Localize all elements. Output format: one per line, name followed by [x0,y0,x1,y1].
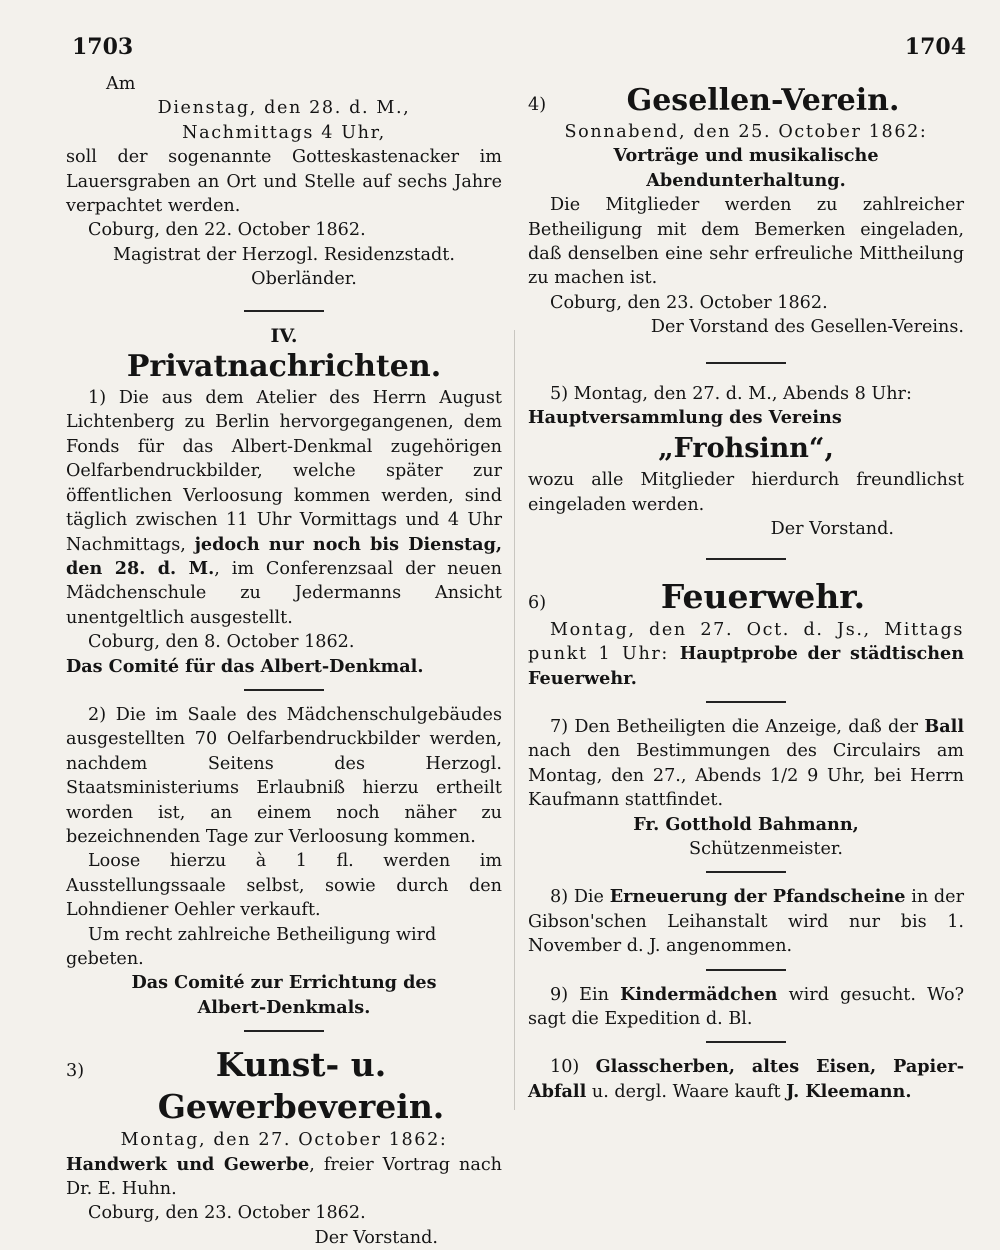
ball-body [528,715,964,813]
nanny-text-b: wird gesucht. Wo? sagt die Expedition d. Bl. [528,984,965,1029]
scrap-text-b: u. dergl. Waare kauft [586,1081,787,1102]
pawn-emph: Erneuerung der Pfandscheine [609,886,906,908]
nanny-emph: Kindermädchen [620,983,778,1005]
art-society-date: Montag, den 27. October 1862: [120,1130,448,1151]
fire-brigade-title: Feuerwehr. [660,576,866,616]
frohsinn-date: 5) Montag, den 27. d. M., Abends 8 Uhr: [550,383,912,404]
notice-rule [706,1041,786,1043]
notice-body: soll der sogenannte Gotteskastenacker im Lauersgraben an Ort und Stelle auf sechs Jahre verpachtet werden. [66,147,502,217]
notice-rule [244,689,324,691]
journeymen-body: Die Mitglieder werden zu zahlreicher Betheiligung mit dem Bemerken eingeladen, daß denselben eine sehr erfreuliche Mittheilung zu machen ist. [528,195,964,289]
notice-art-trade-society [66,1044,502,1250]
notice-pawn-tickets [528,885,964,958]
left-column [66,72,502,1250]
page-number-right: 1704 [904,34,966,60]
lottery-signer-1: Das Comité zur Errichtung des [131,972,437,994]
notice-place-date: Coburg, den 22. October 1862. [88,220,366,241]
art-society-signer: Der Vorstand. [314,1227,438,1248]
art-society-title: Kunst- u. Gewerbeverein. [157,1045,445,1127]
journeymen-date: Sonnabend, den 25. October 1862: [564,122,928,142]
notice-rule [244,1030,324,1032]
fire-brigade-heading [528,576,964,618]
frohsinn-headline: Hauptversammlung des Vereins [528,407,842,429]
frohsinn-name: „Frohsinn“, [658,433,834,465]
notice-rule [706,558,786,560]
notice-ball [528,715,964,861]
notice-rule [706,362,786,364]
page-number-left: 1703 [72,34,134,60]
ball-signer-role: Schützenmeister. [689,838,843,859]
journeymen-title: Gesellen-Verein. [626,83,900,118]
ball-text-a: 7) Den Betheiligten die Anzeige, daß der [550,716,925,737]
notice-scrap-buyer [528,1055,964,1104]
journeymen-signer: Der Vorstand des Gesellen-Vereins. [650,317,964,338]
notice-albert-exhibition [66,386,502,679]
right-column [528,72,964,1104]
art-society-place-date: Coburg, den 23. October 1862. [88,1203,366,1224]
exhibition-text-a: 1) Die aus dem Atelier des Herrn August Lichtenberg zu Berlin hervorgegangenen, dem Fonds für das Albert-Denkmal zugehörigen Oelfarbendruckbilder, welche später zur öffentlichen Verloosung kommen werden, sind täglich zwischen 11 Uhr Vormittags und 4 Uhr Nachmittags, [66,388,502,555]
fire-brigade-body [528,618,964,691]
ball-signer: Fr. Gotthold Bahmann, [633,813,859,835]
exhibition-text-b: , im Conferenzsaal der neuen Mädchenschule zu Jedermanns Ansicht unentgeltlich ausgestellt. [66,558,502,628]
lottery-appeal: Um recht zahlreiche Betheiligung wird gebeten. [66,924,437,969]
notice-journeymen-society [528,82,964,340]
journeymen-headline: Vorträge und musikalische Abendunterhaltung. [613,145,879,191]
notice-time: Nachmittags 4 Uhr, [182,122,386,143]
fire-brigade-text: Montag, den 27. Oct. d. Js., Mittags punkt 1 Uhr: [528,619,964,665]
section-rule [244,310,324,312]
notice-signer: Oberländer. [251,269,357,290]
ball-text-b: nach den Bestimmungen des Circulairs am Montag, den 27., Abends 1/2 9 Uhr, bei Herrn Kaufmann stattfindet. [528,741,964,811]
journeymen-number: 4) [528,95,547,115]
notice-date: Dienstag, den 28. d. M., [157,98,411,119]
exhibition-body [66,386,502,630]
notice-fire-brigade [528,576,964,691]
exhibition-signer: Das Comité für das Albert-Denkmal. [66,655,424,677]
notice-opening: Am [106,74,136,94]
lottery-body: 2) Die im Saale des Mädchenschulgebäudes ausgestellten 70 Oelfarbendruckbilder werden, nachdem Seitens des Herzogl. Staatsministeriums Erlaubniß hierzu ertheilt worden ist, an einem noch näher zu bezeichnenden Tage zur Verloosung kommen. [66,704,502,847]
lecture-title: Handwerk und Gewerbe [66,1153,310,1175]
journeymen-place-date: Coburg, den 23. October 1862. [550,292,828,313]
exhibition-deadline: jedoch nur noch bis Dienstag, den 28. d. M. [66,533,502,579]
art-society-lecture [66,1153,502,1202]
ball-word: Ball [924,715,964,737]
art-society-heading [66,1044,502,1128]
scrap-emph: Glasscherben, altes Eisen, Papier-Abfall [528,1056,964,1102]
lease-notice [66,72,502,292]
nanny-text-a: 9) Ein [550,984,621,1005]
pawn-text-b: in der Gibson'schen Leihanstalt wird nur bis 1. November d. J. angenommen. [528,887,964,957]
art-society-number: 3) [66,1061,85,1082]
notice-rule [706,969,786,971]
pawn-text-a: 8) Die [550,887,610,908]
notice-authority: Magistrat der Herzogl. Residenzstadt. [113,244,455,265]
column-divider [514,330,515,1110]
journeymen-heading [528,82,964,120]
notice-rule [706,871,786,873]
notice-nanny-wanted [528,983,964,1032]
lottery-signer-2: Albert-Denkmals. [197,996,371,1018]
exhibition-place-date: Coburg, den 8. October 1862. [88,632,355,653]
notice-lottery [66,703,502,1020]
notice-frohsinn [528,382,964,542]
scrap-text-a: 10) [550,1057,596,1078]
frohsinn-body: wozu alle Mitglieder hierdurch freundlichst eingeladen werden. [528,470,964,515]
scrap-buyer: J. Kleemann. [786,1080,912,1102]
notice-rule [706,701,786,703]
section-number: IV. [270,324,298,347]
lecture-rest: , freier Vortrag nach Dr. E. Huhn. [66,1154,503,1200]
section-title: Privatnachrichten. [126,349,442,385]
lottery-tickets: Loose hierzu à 1 fl. werden im Ausstellungssaale selbst, sowie durch den Lohndiener Oehler verkauft. [66,851,502,921]
fire-brigade-drill: Hauptprobe der städtischen Feuerwehr. [528,643,964,689]
fire-brigade-number: 6) [528,592,547,613]
frohsinn-signer: Der Vorstand. [770,519,894,540]
